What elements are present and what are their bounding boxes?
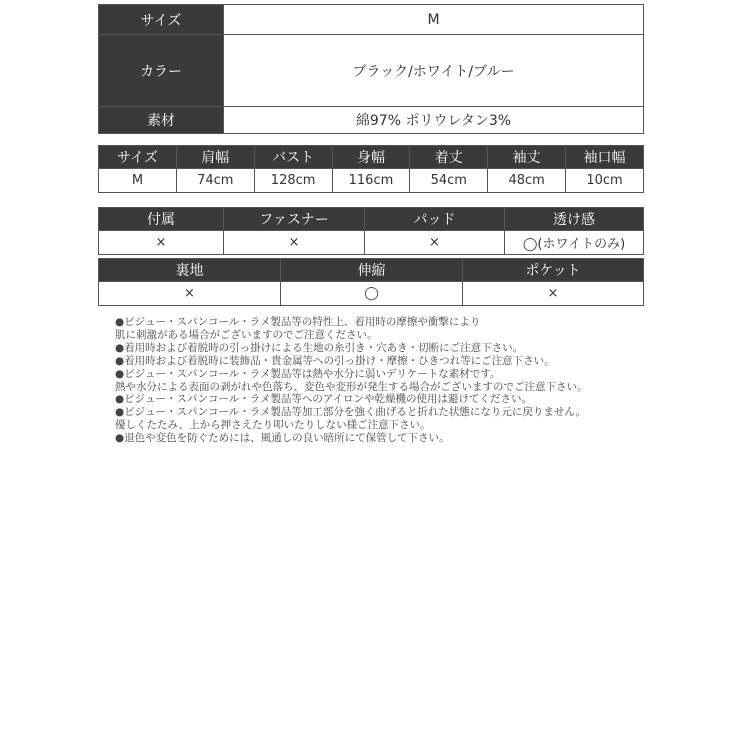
spec-material-value: 綿97% ポリウレタン3% <box>224 107 644 134</box>
feature-value-cell: × <box>463 282 644 306</box>
feature-header-cell: ファスナー <box>224 208 365 231</box>
size-value-cell: 48cm <box>488 169 566 193</box>
size-header-cell: バスト <box>254 146 332 169</box>
spec-row-size <box>99 5 644 35</box>
size-header-cell: サイズ <box>99 146 177 169</box>
note-line: ●ビジュー・スパンコール・ラメ製品等の特性上、着用時の摩擦や衝撃により <box>115 316 481 328</box>
feature-header-cell: 裏地 <box>99 259 281 282</box>
features-table-2 <box>98 258 644 306</box>
note-line: 肌に刺激がある場合がございますのでご注意ください。 <box>115 328 378 341</box>
spec-size-value: M <box>224 5 644 35</box>
size-value-row <box>99 169 644 193</box>
feature-header-cell: 透け感 <box>505 208 644 231</box>
care-notes <box>115 316 675 445</box>
feature-value-cell: × <box>224 231 365 255</box>
size-value-cell: 116cm <box>332 169 410 193</box>
spec-row-color <box>99 35 644 107</box>
size-value-cell: 54cm <box>410 169 488 193</box>
feature-value-cell: ◯ <box>281 282 463 306</box>
note-line: ●着用時および着脱時に装飾品・貴金属等への引っ掛け・摩擦・ひきつれ等にご注意下さい。 <box>115 354 555 367</box>
feature-header-cell: ポケット <box>463 259 644 282</box>
note-line: ●着用時および着脱時の引っ掛けによる生地の糸引き・穴あき・切断にご注意下さい。 <box>115 341 524 354</box>
size-header-cell: 身幅 <box>332 146 410 169</box>
feature-value-cell: × <box>99 231 224 255</box>
feature-value-cell: ◯(ホワイトのみ) <box>505 231 644 255</box>
size-value-cell: 74cm <box>176 169 254 193</box>
size-value-cell: 10cm <box>566 169 644 193</box>
spec-color-value: ブラック/ホワイト/ブルー <box>224 35 644 107</box>
note-line: ●ビジュー・スパンコール・ラメ製品等へのアイロンや乾燥機の使用は避けてください。 <box>115 393 532 406</box>
features1-header-row <box>99 208 644 231</box>
features1-value-row <box>99 231 644 255</box>
size-header-cell: 着丈 <box>410 146 488 169</box>
spec-material-label: 素材 <box>99 107 224 134</box>
size-header-row <box>99 146 644 169</box>
feature-header-cell: 伸縮 <box>281 259 463 282</box>
size-header-cell: 肩幅 <box>176 146 254 169</box>
size-table <box>98 145 644 193</box>
size-value-cell: M <box>99 169 177 193</box>
size-header-cell: 袖口幅 <box>566 146 644 169</box>
note-line: ●ビジュー・スパンコール・ラメ製品等は熱や水分に弱いデリケートな素材です。 <box>115 367 501 380</box>
feature-value-cell: × <box>365 231 505 255</box>
spec-row-material <box>99 107 644 134</box>
spec-size-label: サイズ <box>99 5 224 35</box>
feature-header-cell: パッド <box>365 208 505 231</box>
feature-header-cell: 付属 <box>99 208 224 231</box>
features-table-1 <box>98 207 644 255</box>
spec-table <box>98 4 644 134</box>
note-line: ●ビジュー・スパンコール・ラメ製品等加工部分を強く曲げると折れた状態になり元に戻りません。 <box>115 406 587 419</box>
size-value-cell: 128cm <box>254 169 332 193</box>
note-line: ●退色や変色を防ぐためには、風通しの良い暗所にて保管して下さい。 <box>115 432 450 445</box>
feature-value-cell: × <box>99 282 281 306</box>
spec-color-label: カラー <box>99 35 224 107</box>
features2-header-row <box>99 259 644 282</box>
note-line: 優しくたたみ、上から押さえたり叩いたりしない様ご注意下さい。 <box>115 419 431 432</box>
note-line: 熱や水分による表面の剥がれや色落ち、変色や変形が発生する場合がございますのでご注意下さい。 <box>115 380 588 393</box>
size-header-cell: 袖丈 <box>488 146 566 169</box>
features2-value-row <box>99 282 644 306</box>
